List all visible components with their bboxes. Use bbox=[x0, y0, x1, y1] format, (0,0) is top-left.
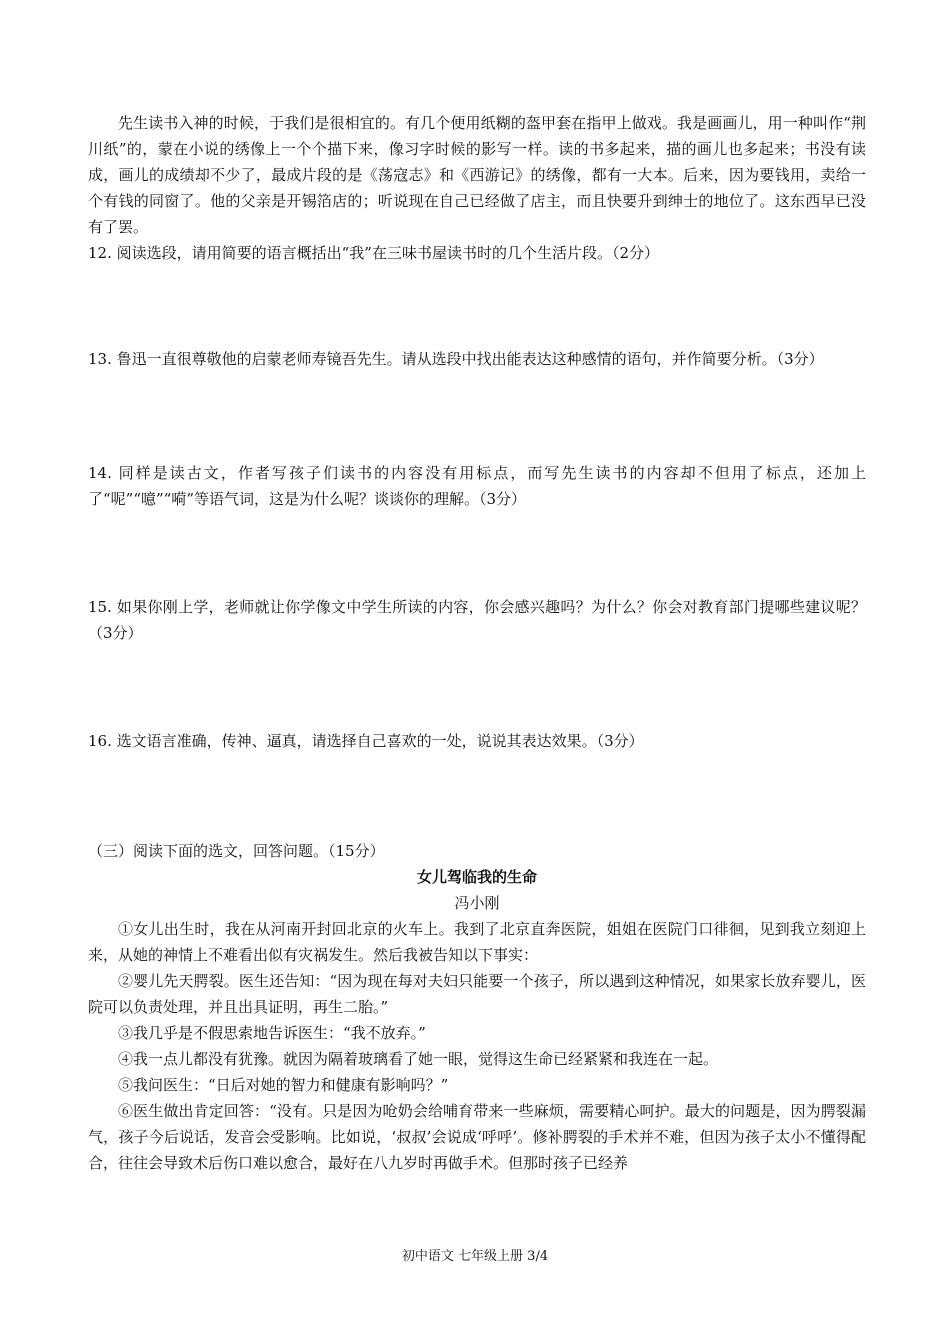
article-paragraph-4: ④我一点儿都没有犹豫。就因为隔着玻璃看了她一眼，觉得这生命已经紧紧和我连在一起。 bbox=[118, 1050, 719, 1068]
page-footer: 初中语文 七年级上册 3/4 bbox=[401, 1249, 549, 1264]
article-paragraph-2: ②婴儿先天腭裂。医生还告知：“因为现在每对夫妇只能要一个孩子，所以遇到这种情况，如果家长放弃婴儿，医院可以负责处理，并且出具证明，再生二胎。” bbox=[88, 972, 866, 1016]
article-paragraph-3: ③我几乎是不假思索地告诉医生：“我不放弃。” bbox=[118, 1024, 426, 1042]
section-3-heading: （三）阅读下面的选文，回答问题。（15分） bbox=[88, 842, 385, 860]
article-title: 女儿驾临我的生命 bbox=[416, 868, 537, 886]
question-12: 12. 阅读选段，请用简要的语言概括出“我”在三味书屋读书时的几个生活片段。（2分） bbox=[88, 244, 660, 262]
article-paragraph-6: ⑥医生做出肯定回答：“没有。只是因为呛奶会给哺育带来一些麻烦，需要精心呵护。最大的问题是，因为腭裂漏气，孩子今后说话，发音会受影响。比如说，‘叔叔’会说成‘呼呼’。修补腭裂的手术并不难，但因为孩子太小不懂得配合，往往会导致术后伤口难以愈合，最好在八九岁时再做手术。但那时孩子已经养 bbox=[88, 1102, 866, 1172]
article-paragraph-1: ①女儿出生时，我在从河南开封回北京的火车上。我到了北京直奔医院，姐姐在医院门口徘徊，见到我立刻迎上来，从她的神情上不难看出似有灾祸发生。然后我被告知以下事实： bbox=[88, 920, 866, 964]
question-13: 13. 鲁迅一直很尊敬他的启蒙老师寿镜吾先生。请从选段中找出能表达这种感情的语句，并作简要分析。（3分） bbox=[88, 350, 824, 368]
question-15: 15. 如果你刚上学，老师就让你学像文中学生所读的内容，你会感兴趣吗？为什么？你会对教育部门提哪些建议呢？（3分） bbox=[88, 598, 866, 642]
article-author: 冯小刚 bbox=[454, 894, 500, 912]
reading-passage: 先生读书入神的时候，于我们是很相宜的。有几个便用纸糊的盔甲套在指甲上做戏。我是画画儿，用一种叫作“荆川纸”的，蒙在小说的绣像上一个个描下来，像习字时候的影写一样。读的书多起来，描的画儿也多起来；书没有读成，画儿的成绩却不少了，最成片段的是《荡寇志》和《西游记》的绣像，都有一大本。后来，因为要钱用，卖给一个有钱的同窗了。他的父亲是开锡箔店的；听说现在自己已经做了店主，而且快要升到绅士的地位了。这东西早已没有了罢。 bbox=[88, 114, 866, 236]
article-paragraph-5: ⑤我问医生：“日后对她的智力和健康有影响吗？” bbox=[118, 1076, 449, 1094]
question-14: 14. 同样是读古文，作者写孩子们读书的内容没有用标点，而写先生读书的内容却不但用了标点，还加上了“呢”“噫”“嗬”等语气词，这是为什么呢？谈谈你的理解。（3分） bbox=[88, 464, 866, 508]
exam-page-content bbox=[88, 110, 866, 1176]
question-16: 16. 选文语言准确，传神、逼真，请选择自己喜欢的一处，说说其表达效果。（3分） bbox=[88, 732, 644, 750]
